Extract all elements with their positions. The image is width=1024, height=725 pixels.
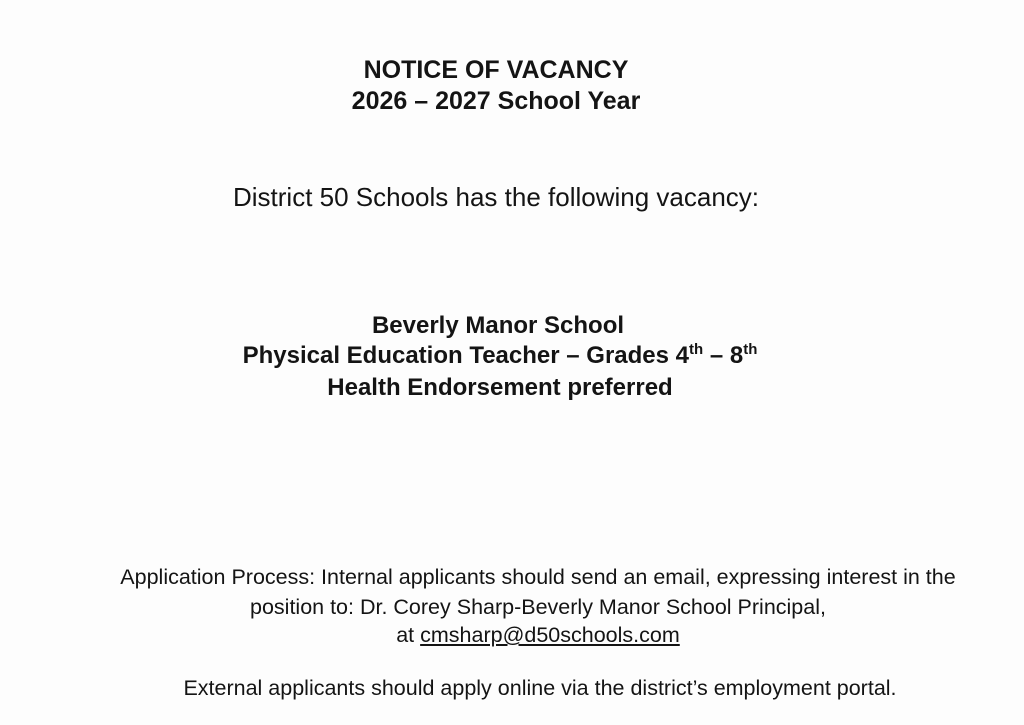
application-process-line2: position to: Dr. Corey Sharp-Beverly Manor School Principal, <box>250 595 826 619</box>
email-prefix: at <box>396 623 421 647</box>
application-process-line1: Application Process: Internal applicants should send an email, expressing interest in the <box>120 565 956 589</box>
application-process-line3 <box>26 623 1024 648</box>
notice-title: NOTICE OF VACANCY <box>363 56 629 84</box>
email-link[interactable]: cmsharp@d50schools.com <box>420 623 680 647</box>
grade-start-suffix: th <box>689 341 704 358</box>
endorsement-note: Health Endorsement preferred <box>327 374 673 401</box>
grade-end-suffix: th <box>743 341 758 358</box>
position-title <box>0 342 1012 370</box>
school-year: 2026 – 2027 School Year <box>351 87 641 115</box>
position-title-text: Physical Education Teacher – Grades 4 <box>242 342 690 369</box>
intro-text: District 50 Schools has the following vacancy: <box>232 182 760 212</box>
external-applicants-text: External applicants should apply online via the district’s employment portal. <box>183 676 897 700</box>
school-name: Beverly Manor School <box>371 312 625 339</box>
grade-range-end: – 8 <box>703 342 744 369</box>
